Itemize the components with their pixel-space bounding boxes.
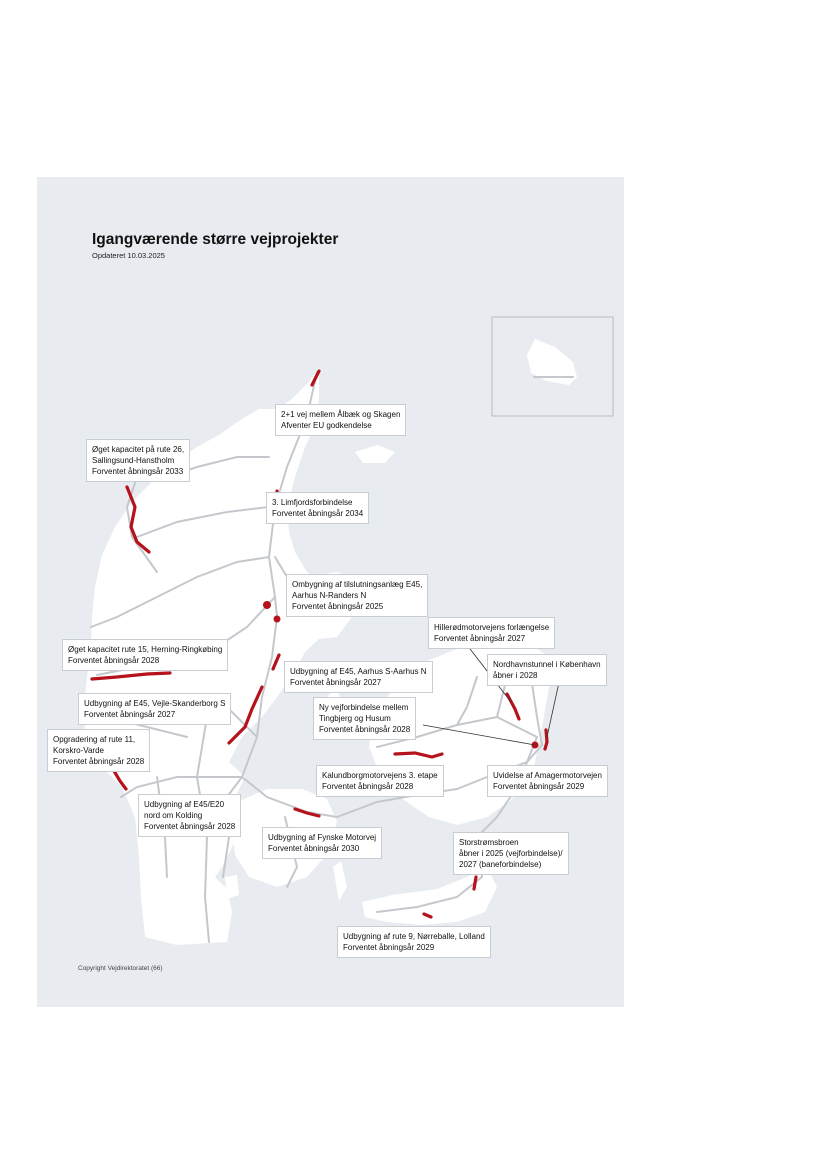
- copyright-note: Copyright Vejdirektoratet (66): [78, 965, 163, 972]
- langeland-landmass: [333, 861, 347, 901]
- label-limfjord: 3. Limfjordsforbindelse Forventet åbningsår 2034: [266, 492, 369, 524]
- label-e45-aarhus: Udbygning af E45, Aarhus S-Aarhus N Forventet åbningsår 2027: [284, 661, 433, 693]
- map-subtitle: Opdateret 10.03.2025: [92, 251, 165, 260]
- label-rute11: Opgradering af rute 11, Korskro-Varde Forventet åbningsår 2028: [47, 729, 150, 772]
- label-kalundborg: Kalundborgmotorvejens 3. etape Forventet åbningsår 2028: [316, 765, 444, 797]
- project-storstrom: [474, 877, 476, 889]
- label-amager: Uvidelse af Amagermotorvejen Forventet åbningsår 2029: [487, 765, 608, 797]
- project-point-randers-1: [263, 601, 271, 609]
- label-hillerod: Hillerødmotorvejens forlængelse Forventet åbningsår 2027: [428, 617, 555, 649]
- map-title: Igangværende større vejprojekter: [92, 231, 339, 248]
- label-e45-vejle: Udbygning af E45, Vejle-Skanderborg S Forventet åbningsår 2027: [78, 693, 231, 725]
- label-rute26: Øget kapacitet på rute 26, Sallingsund-Hanstholm Forventet åbningsår 2033: [86, 439, 190, 482]
- project-point-randers-2: [274, 616, 281, 623]
- label-storstrom: Storstrømsbroen åbner i 2025 (vejforbindelse)/ 2027 (baneforbindelse): [453, 832, 569, 875]
- als-landmass: [225, 875, 239, 899]
- laeso-landmass: [355, 445, 395, 463]
- label-rute15: Øget kapacitet rute 15, Herning-Ringkøbing Forventet åbningsår 2028: [62, 639, 228, 671]
- label-skagen: 2+1 vej mellem Ålbæk og Skagen Afventer EU godkendelse: [275, 404, 406, 436]
- label-rute9: Udbygning af rute 9, Nørreballe, Lolland Forventet åbningsår 2029: [337, 926, 491, 958]
- label-tingbjerg: Ny vejforbindelse mellem Tingbjerg og Husum Forventet åbningsår 2028: [313, 697, 416, 740]
- map-panel: [37, 177, 624, 1007]
- project-nordhavn: [545, 730, 547, 749]
- label-e45-randers: Ombygning af tilslutningsanlæg E45, Aarhus N-Randers N Forventet åbningsår 2025: [286, 574, 428, 617]
- label-nordhavn: Nordhavnstunnel i København åbner i 2028: [487, 654, 607, 686]
- label-fyn: Udbygning af Fynske Motorvej Forventet åbningsår 2030: [262, 827, 382, 859]
- label-kolding: Udbygning af E45/E20 nord om Kolding Forventet åbningsår 2028: [138, 794, 241, 837]
